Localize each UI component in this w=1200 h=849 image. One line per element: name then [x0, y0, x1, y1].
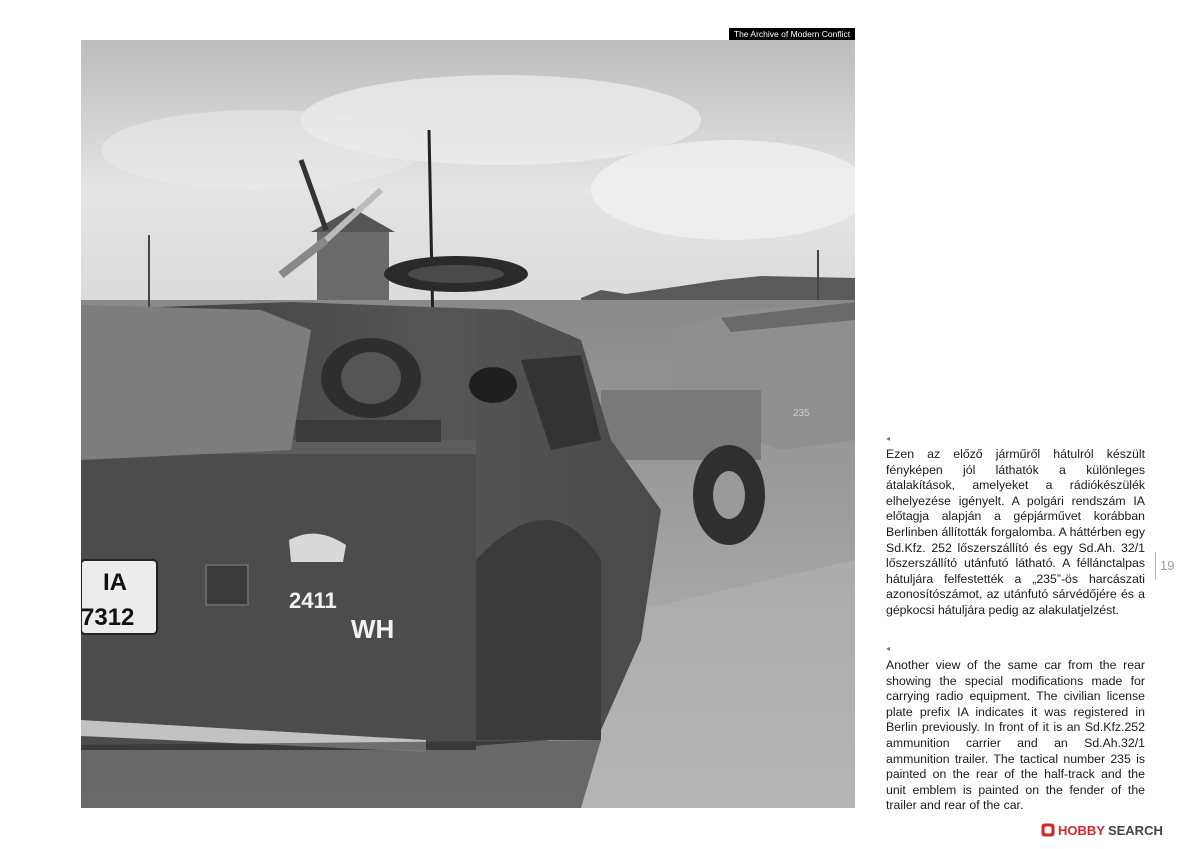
unit-number-marking: 2411 — [289, 588, 337, 613]
license-plate-number: 7312 — [81, 604, 135, 631]
page-number-divider — [1155, 552, 1156, 580]
wh-marking: WH — [351, 614, 395, 644]
halftrack-number: 235 — [793, 408, 810, 419]
caption-marker-icon: ◂ — [886, 644, 891, 653]
watermark-brand: HOBBY — [1058, 822, 1105, 838]
license-plate-prefix: IA — [103, 569, 127, 596]
page-number: 19 — [1160, 558, 1175, 573]
caption-english: Another view of the same car from the rear showing the special modifications made for carrying radio equipment. The civilian license plate prefix IA indicates it was registered in Berlin previously. In front of it is an Sd.Kfz.252 ammunition carrier and an Sd.Ah.32/1 ammunition trailer. The tactical number 235 is painted on the rear of the half-track and the unit emblem is painted on the fender of the trailer and rear of the car. — [886, 658, 1145, 813]
watermark-suffix: SEARCH — [1107, 822, 1163, 838]
photo-credit: The Archive of Modern Conflict — [729, 28, 855, 40]
hobby-search-logo-icon — [1041, 823, 1055, 837]
archival-photo — [81, 40, 855, 808]
caption-hungarian: Ezen az előző járműről hátulról készült fényképen jól láthatók a különleges átalakítások, amelyeket a rádiókészülék elhelyezése igényelt. A polgári rendszám IA előtagja alapján a gépjárművet korábban Berlinben állították forgalomba. A háttérben egy Sd.Kfz. 252 lőszerszállító és egy Sd.Ah. 32/1 lőszerszállító utánfutó látható. A féllánctalpas hátuljára felfestették a „235”-ös harcászati azonosítószámot, az utánfutó sárvédőjére és a gépkocsi hátuljára pedig az alakulatjelzést. — [886, 447, 1145, 617]
hobby-search-watermark — [1041, 821, 1163, 839]
photo-illustration — [81, 40, 855, 808]
caption-marker-icon: ◂ — [886, 434, 891, 443]
